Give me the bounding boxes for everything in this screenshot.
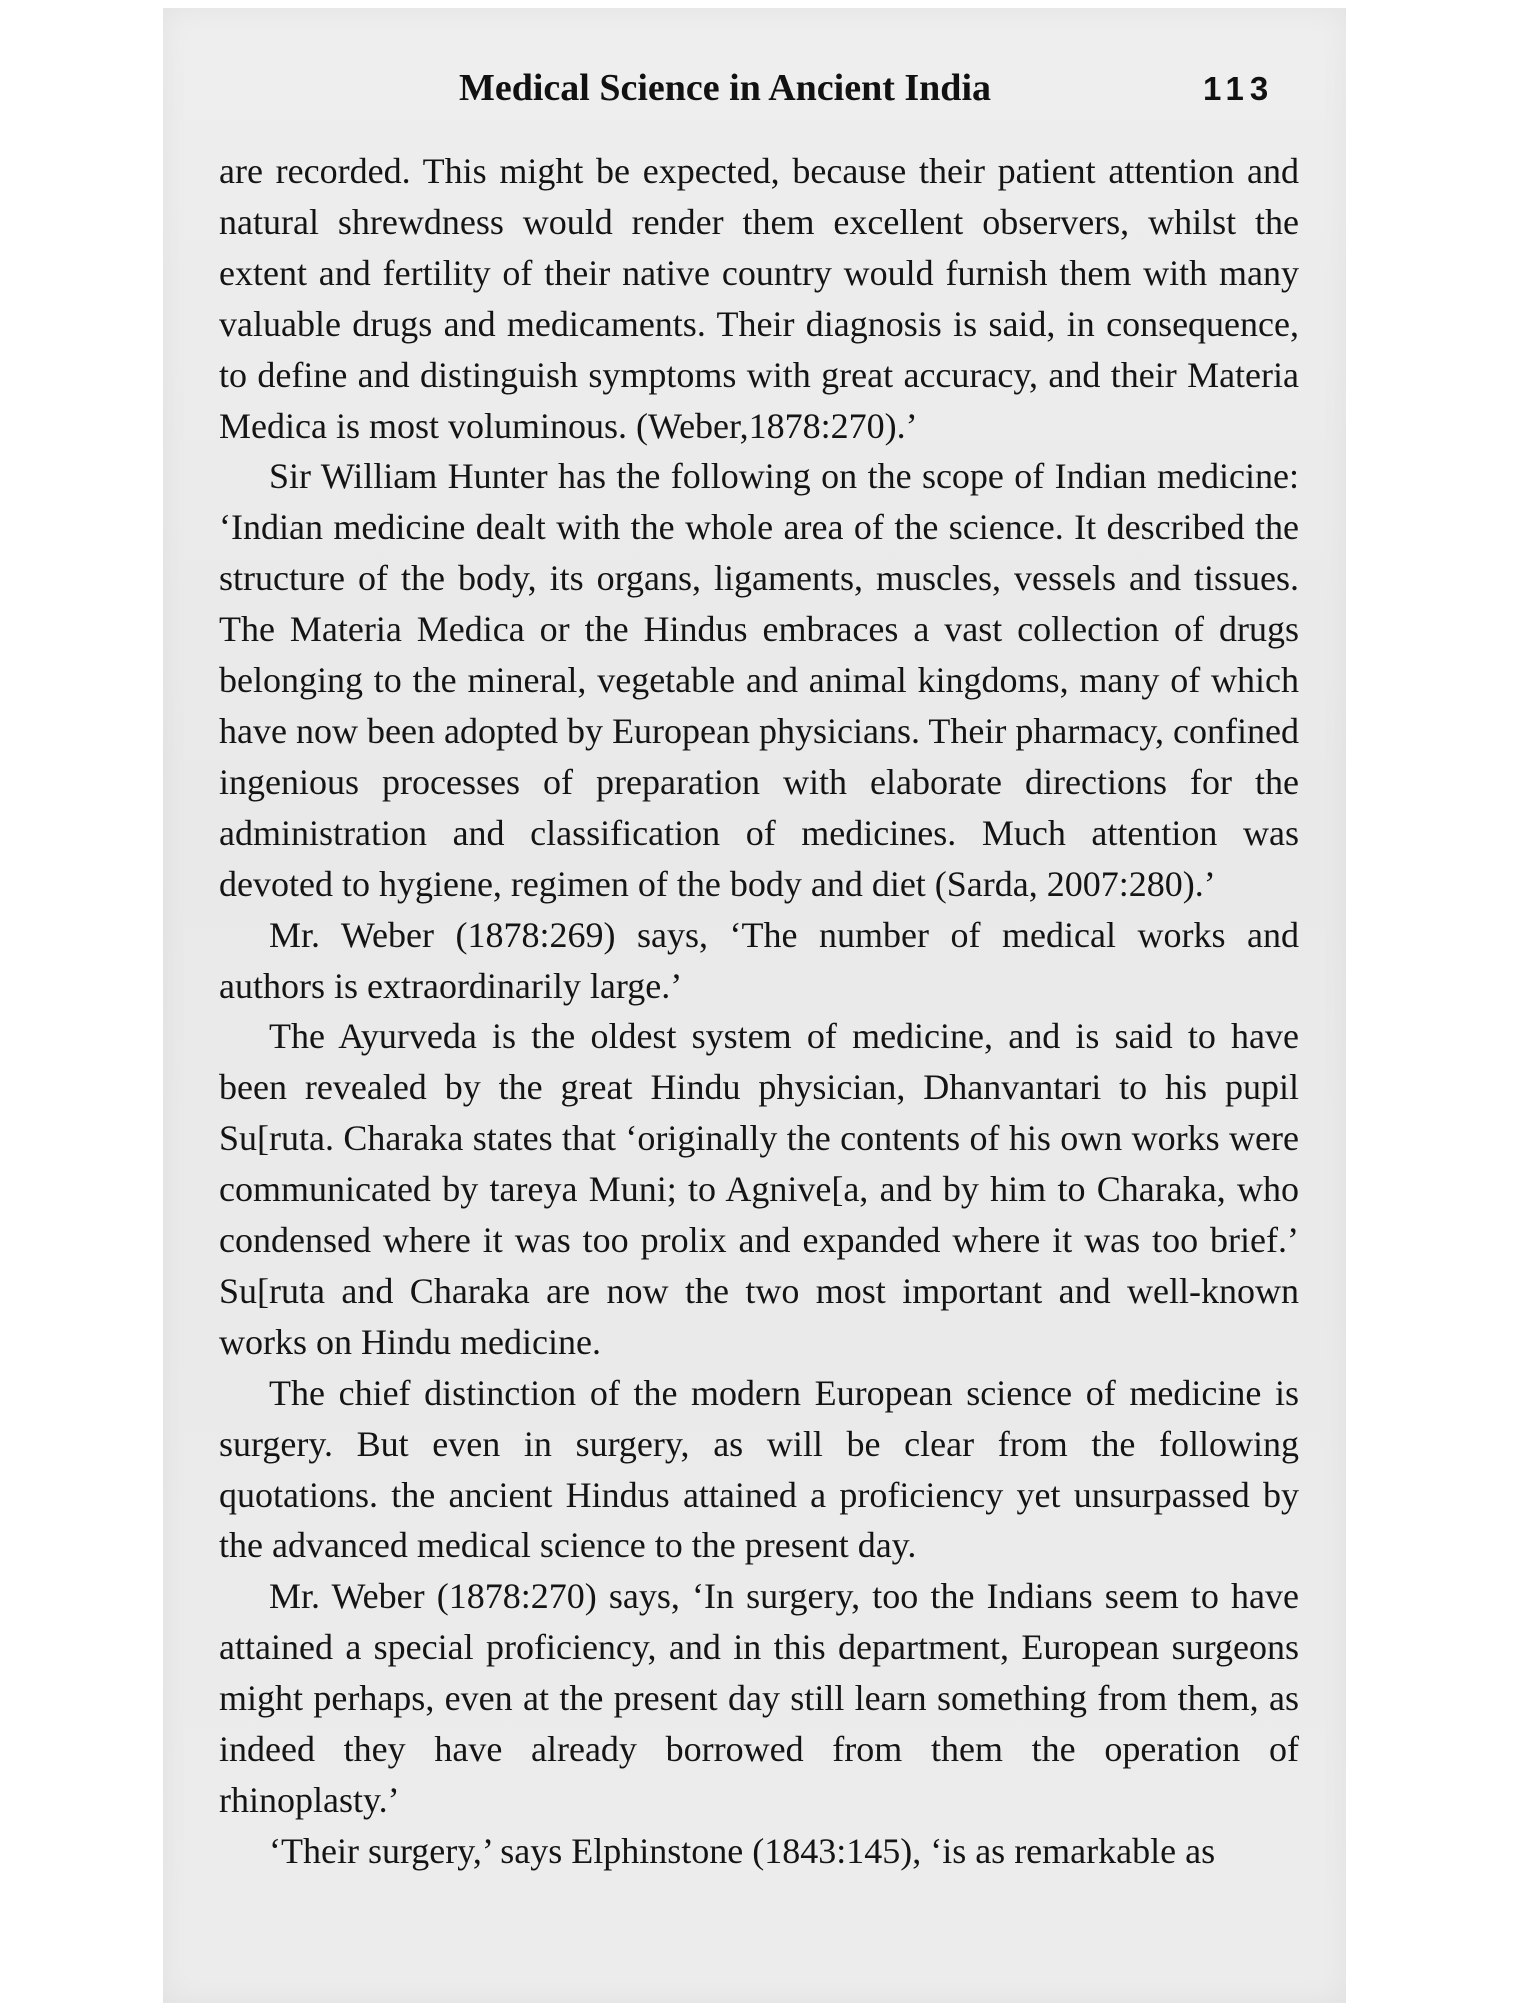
paragraph-ayurveda: The Ayurveda is the oldest system of medicine, and is said to have been revealed by the great Hindu physician, Dhanvantari to his pupil Su[ruta. Charaka states that ‘originally the contents of his own works were communicated by tareya Muni; to Agnive[a, and by him to Charaka, who condensed where it was too prolix and expanded where it was too brief.’ Su[ruta and Charaka are now the two most important and well-known works on Hindu medicine. xyxy=(219,1016,1299,1362)
paragraph-weber-number-of-works: Mr. Weber (1878:269) says, ‘The number of medical works and authors is extraordinarily large.’ xyxy=(219,914,1299,1006)
page-header xyxy=(163,66,1346,116)
body-text xyxy=(219,146,1299,1877)
paragraph-hunter-quote: Sir William Hunter has the following on the scope of Indian medicine: ‘Indian medicine dealt with the whole area of the science. It described the structure of the body, its organs, ligaments, muscles, vessels and tissues. The Materia Medica or the Hindus embraces a vast collection of drugs belonging to the mineral, vegetable and animal kingdoms, many of which have now been adopted by European physicians. Their pharmacy, confined ingenious processes of preparation with elaborate directions for the administration and classification of medicines. Much attention was devoted to hygiene, regimen of the body and diet (Sarda, 2007:280).’ xyxy=(219,456,1299,904)
paragraph-continuation: are recorded. This might be expected, because their patient attention and natural shrewdness would render them excellent observers, whilst the extent and fertility of their native country would furnish them with many valuable drugs and medicaments. Their diagnosis is said, in consequence, to define and distinguish symptoms with great accuracy, and their Materia Medica is most voluminous. (Weber,1878:270).’ xyxy=(219,151,1299,446)
running-title: Medical Science in Ancient India xyxy=(459,67,991,109)
paragraph-surgery-distinction: The chief distinction of the modern European science of medicine is surgery. But even in surgery, as will be clear from the following quotations. the ancient Hindus attained a proficiency yet unsurpassed by the advanced medical science to the present day. xyxy=(219,1372,1299,1566)
paragraph-elphinstone: ‘Their surgery,’ says Elphinstone (1843:145), ‘is as remarkable as xyxy=(269,1830,1216,1871)
page-number: 113 xyxy=(1203,70,1275,107)
book-page xyxy=(163,8,1346,2003)
paragraph-weber-surgery: Mr. Weber (1878:270) says, ‘In surgery, too the Indians seem to have attained a special proficiency, and in this department, European surgeons might perhaps, even at the present day still learn something from them, as indeed they have already borrowed from them the operation of rhinoplasty.’ xyxy=(219,1576,1299,1820)
